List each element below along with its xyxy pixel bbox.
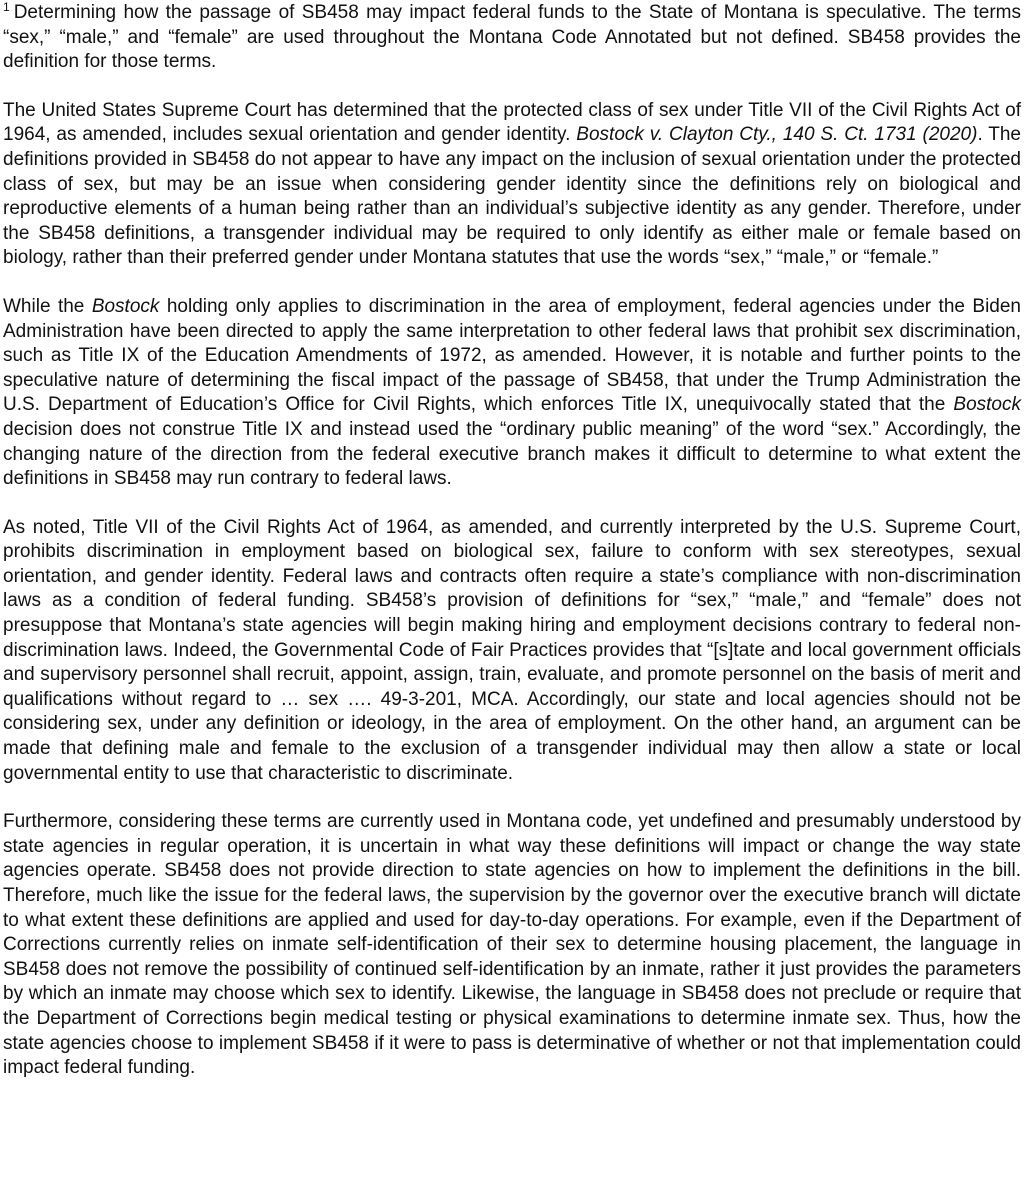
paragraph-supreme-court (3, 99, 1021, 271)
paragraph-state-agencies (3, 810, 1021, 1081)
case-name: Bostock (91, 295, 160, 317)
paragraph-text: Determining how the passage of SB458 may impact federal funds to the State of Montana is speculative. The terms “sex,” “male,” and “female” are used throughout the Montana Code Annotated but not defined. SB458 provides the definition for those terms. (3, 2, 1021, 73)
case-citation: Bostock v. Clayton Cty., 140 S. Ct. 1731 (2020) (576, 124, 978, 146)
paragraph-text: As noted, Title VII of the Civil Rights Act of 1964, as amended, and currently interpreted by the U.S. Supreme Court, prohibits discrimination in employment based on biological sex, failure to conform with sex stereotypes, sexual orientation, and gender identity. Federal laws and contracts often require a state’s compliance with non-discrimination laws as a condition of federal funding. SB458’s provision of definitions for “sex,” “male,” and “female” does not presuppose that Montana’s state agencies will begin making hiring and employment decisions contrary to federal non-discrimination laws. Indeed, the Governmental Code of Fair Practices provides that “[s]tate and local government officials and supervisory personnel shall recruit, appoint, assign, train, evaluate, and promote personnel on the basis of merit and qualifications without regard to … sex …. 49-3-201, MCA. Accordingly, our state and local agencies should not be considering sex, under any definition or ideology, in the area of employment. On the other hand, an argument can be made that defining male and female to the exclusion of a transgender individual may then allow a state or local governmental entity to use that characteristic to discriminate. (3, 516, 1021, 784)
paragraph-bostock-holding (3, 295, 1021, 492)
paragraph-text: decision does not construe Title IX and instead used the “ordinary public meaning” of the word “sex.” Accordingly, the changing nature of the direction from the federal executive branch makes it difficult to determine to what extent the definitions in SB458 may run contrary to federal laws. (3, 418, 1021, 490)
paragraph-text: While the (3, 295, 92, 317)
paragraph-text: Furthermore, considering these terms are currently used in Montana code, yet undefined and presumably understood by state agencies in regular operation, it is uncertain in what way these definitions will impact or change the way state agencies operate. SB458 does not provide direction to state agencies on how to implement the definitions in the bill. Therefore, much like the issue for the federal laws, the supervision by the governor over the executive branch will dictate to what extent these definitions are applied and used for day-to-day operations. For example, even if the Department of Corrections currently relies on inmate self-identification of their sex to determine housing placement, the language in SB458 does not remove the possibility of continued self-identification by an inmate, rather it just provides the parameters by which an inmate may choose which sex to identify. Likewise, the language in SB458 does not preclude or require that the Department of Corrections begin medical testing or physical examinations to determine inmate sex. Thus, how the state agencies choose to implement SB458 if it were to pass is determinative of whether or not that implementation could impact federal funding. (3, 811, 1021, 1079)
paragraph-title-vii (3, 516, 1021, 787)
footnote-marker: 1 (3, 0, 10, 14)
document-body (3, 1, 1021, 1105)
case-name: Bostock (953, 394, 1021, 416)
paragraph-text: . The definitions provided in SB458 do not appear to have any impact on the inclusion of sexual orientation under the protected class of sex, but may be an issue when considering gender identity since the definitions rely on biological and reproductive elements of a human being rather than an individual’s subjective identity as any gender. Therefore, under the SB458 definitions, a transgender individual may be required to only identify as either male or female based on biology, rather than their preferred gender under Montana statutes that use the words “sex,” “male,” or “female.” (3, 124, 1022, 269)
paragraph-text: holding only applies to discrimination in the area of employment, federal agencies under the Biden Administration have been directed to apply the same interpretation to other federal laws that prohibit sex discrimination, such as Title IX of the Education Amendments of 1972, as amended. However, it is notable and further points to the speculative nature of determining the fiscal impact of the passage of SB458, that under the Trump Administration the U.S. Department of Education’s Office for Civil Rights, which enforces Title IX, unequivocally stated that the (3, 295, 1021, 416)
paragraph-text: The United States Supreme Court has determined that the protected class of sex under Title VII of the Civil Rights Act of 1964, as amended, includes sexual orientation and gender identity. (3, 99, 1021, 146)
paragraph-footnote-1 (3, 1, 1021, 75)
